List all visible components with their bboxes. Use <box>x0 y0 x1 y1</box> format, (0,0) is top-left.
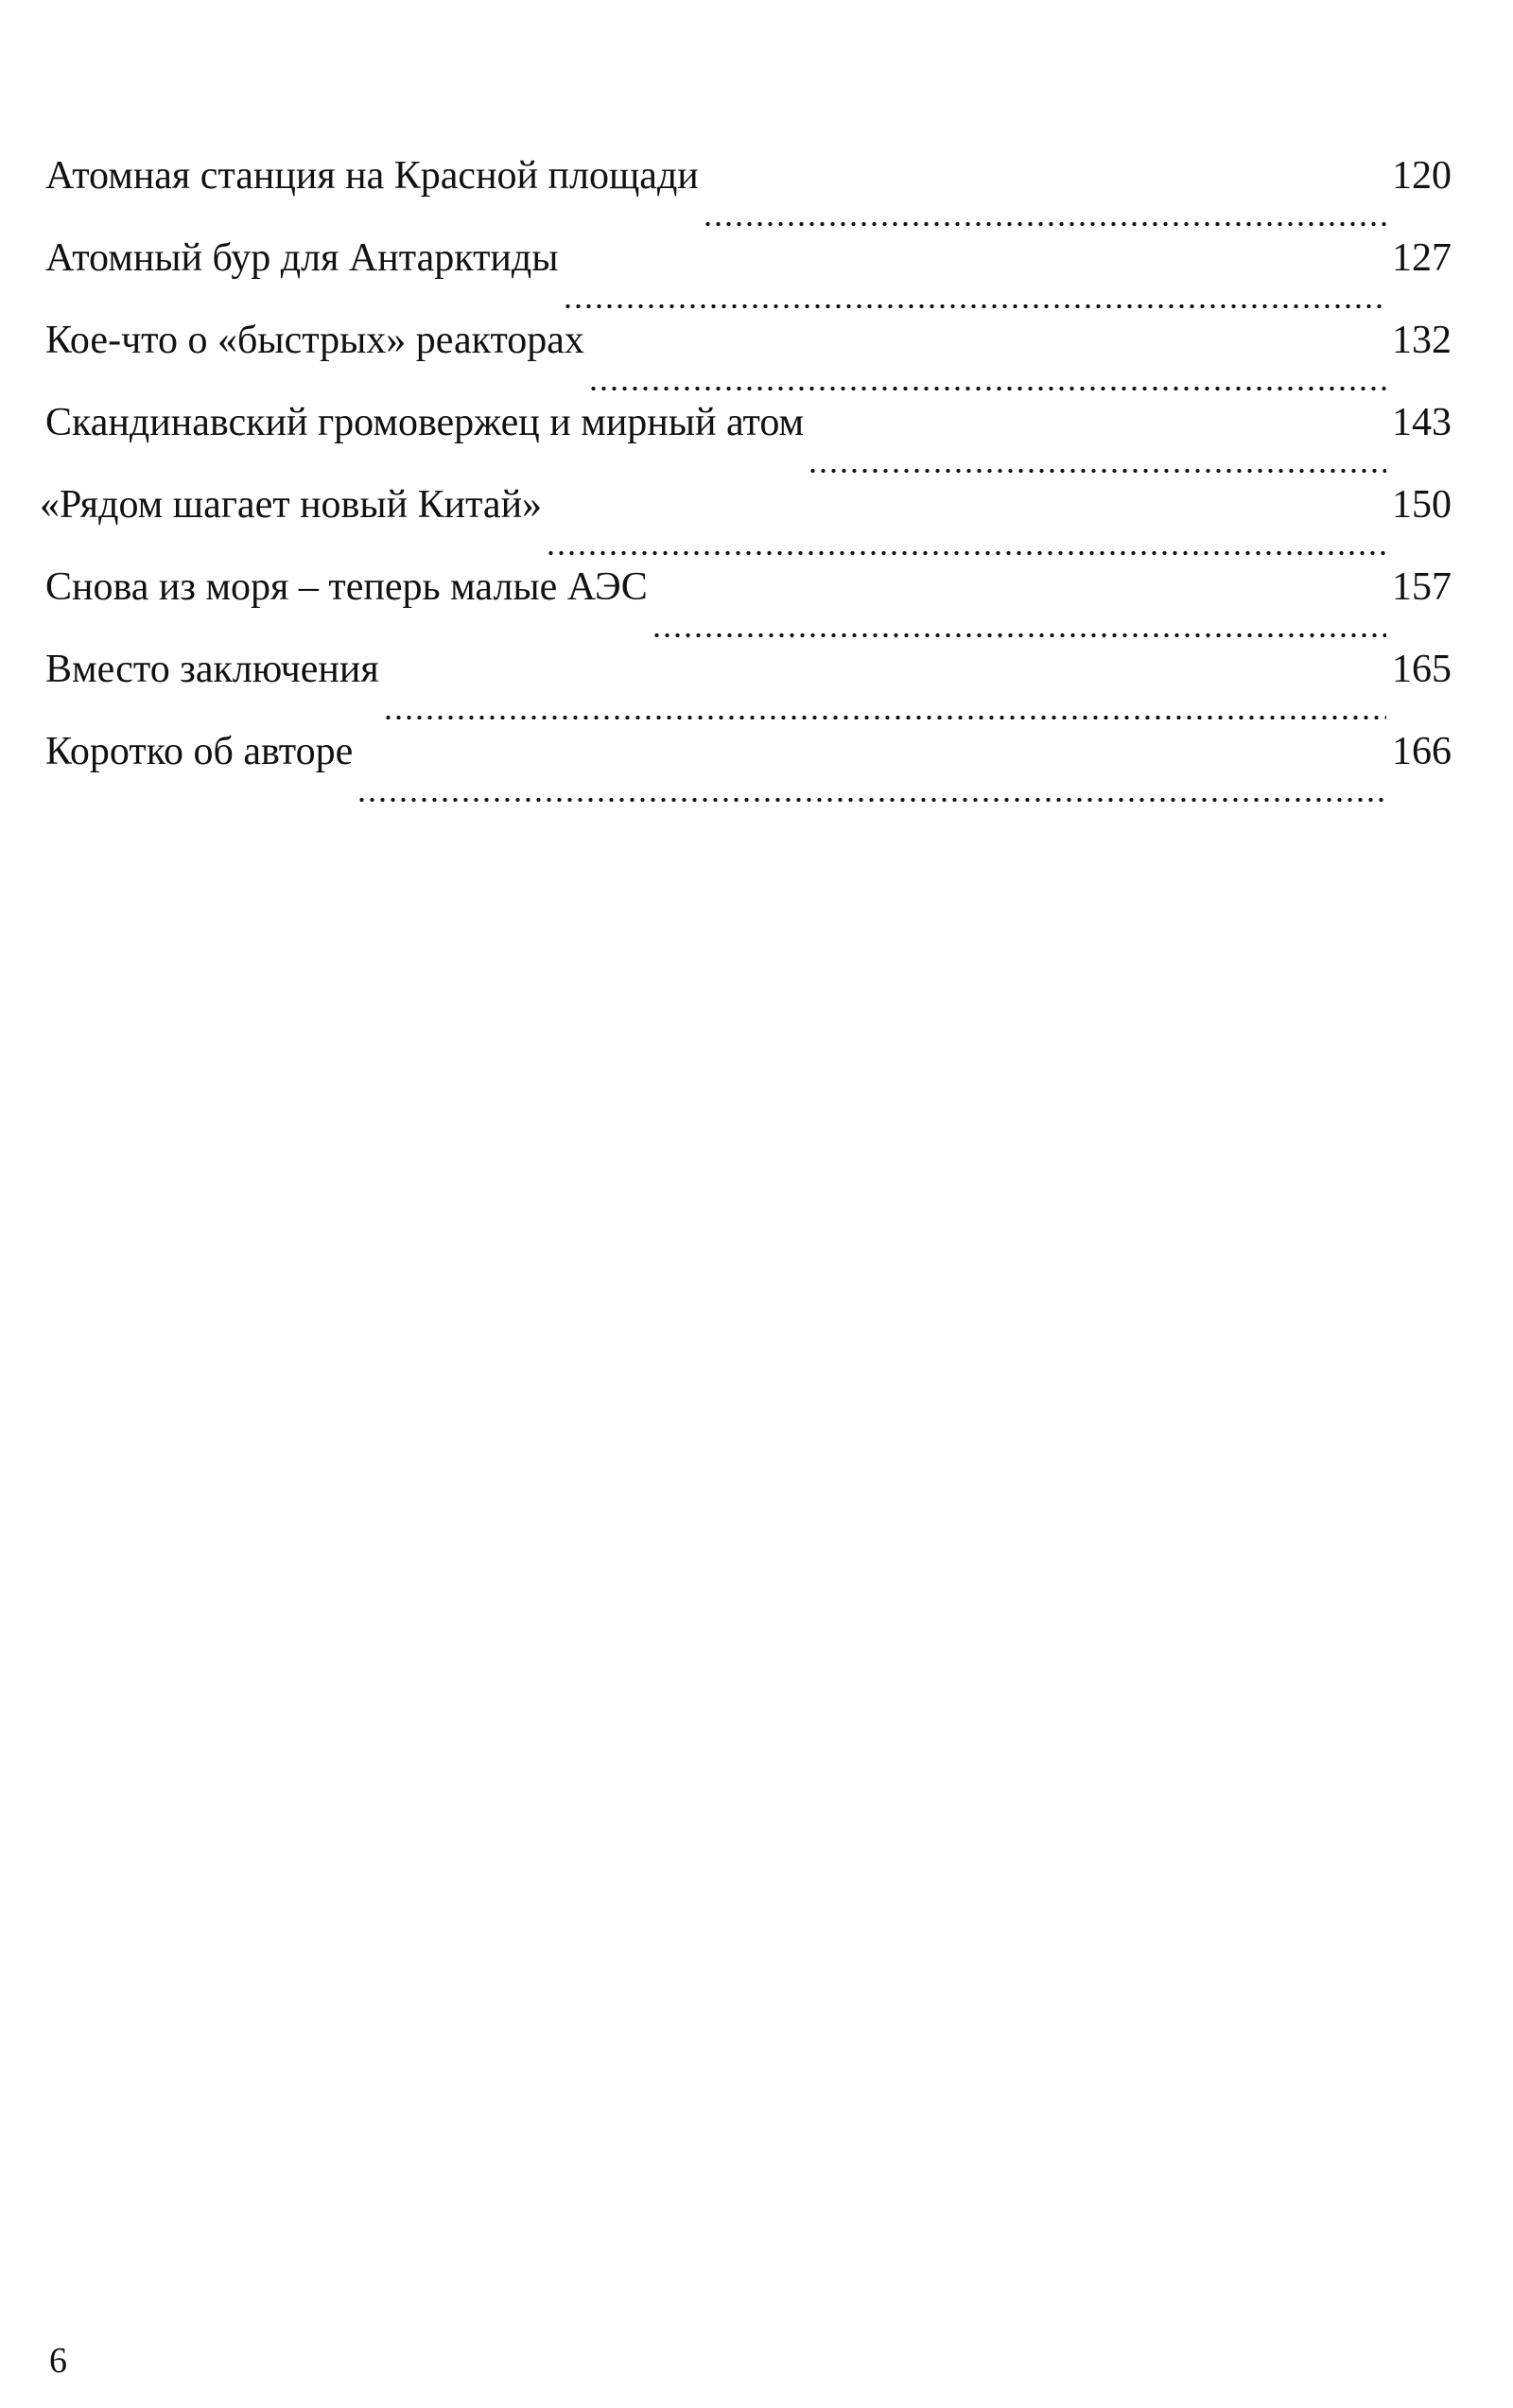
page-number: 6 <box>49 2341 67 2381</box>
table-of-contents <box>40 154 1452 814</box>
dot-leader <box>563 302 1387 311</box>
toc-entry-page: 120 <box>1392 154 1452 198</box>
toc-entry <box>45 567 1452 650</box>
toc-entry-title: Скандинавский громовержец и мирный атом <box>45 401 805 444</box>
toc-entry <box>45 156 1452 238</box>
toc-entry-page: 157 <box>1392 565 1452 609</box>
toc-entry-page: 165 <box>1392 648 1452 691</box>
dot-leader <box>546 548 1386 558</box>
toc-entry <box>45 650 1452 732</box>
toc-entry-page: 150 <box>1392 483 1452 527</box>
toc-entry <box>40 483 1452 567</box>
dot-leader <box>808 466 1386 476</box>
toc-entry-title: «Рядом шагает новый Китай» <box>40 483 543 527</box>
toc-entry-title: Атомная станция на Красной площади <box>45 154 699 198</box>
toc-entry-page: 143 <box>1392 401 1452 444</box>
toc-entry <box>45 238 1452 320</box>
toc-entry-title: Вместо заключения <box>45 648 379 691</box>
dot-leader <box>357 795 1386 805</box>
toc-entry-title: Снова из моря – теперь малые АЭС <box>45 565 648 609</box>
toc-entry <box>45 732 1452 814</box>
toc-entry <box>45 403 1452 485</box>
dot-leader <box>703 219 1386 229</box>
toc-entry-title: Коротко об авторе <box>45 730 354 773</box>
toc-entry-title: Кое-что о «быстрых» реакторах <box>45 319 584 362</box>
toc-entry-page: 132 <box>1392 319 1452 362</box>
toc-entry-title: Атомный бур для Антарктиды <box>45 236 559 280</box>
dot-leader <box>652 631 1386 640</box>
toc-entry <box>45 320 1452 403</box>
dot-leader <box>588 384 1386 393</box>
toc-entry-page: 166 <box>1392 730 1452 773</box>
toc-entry-page: 127 <box>1392 236 1452 280</box>
dot-leader <box>383 713 1386 722</box>
